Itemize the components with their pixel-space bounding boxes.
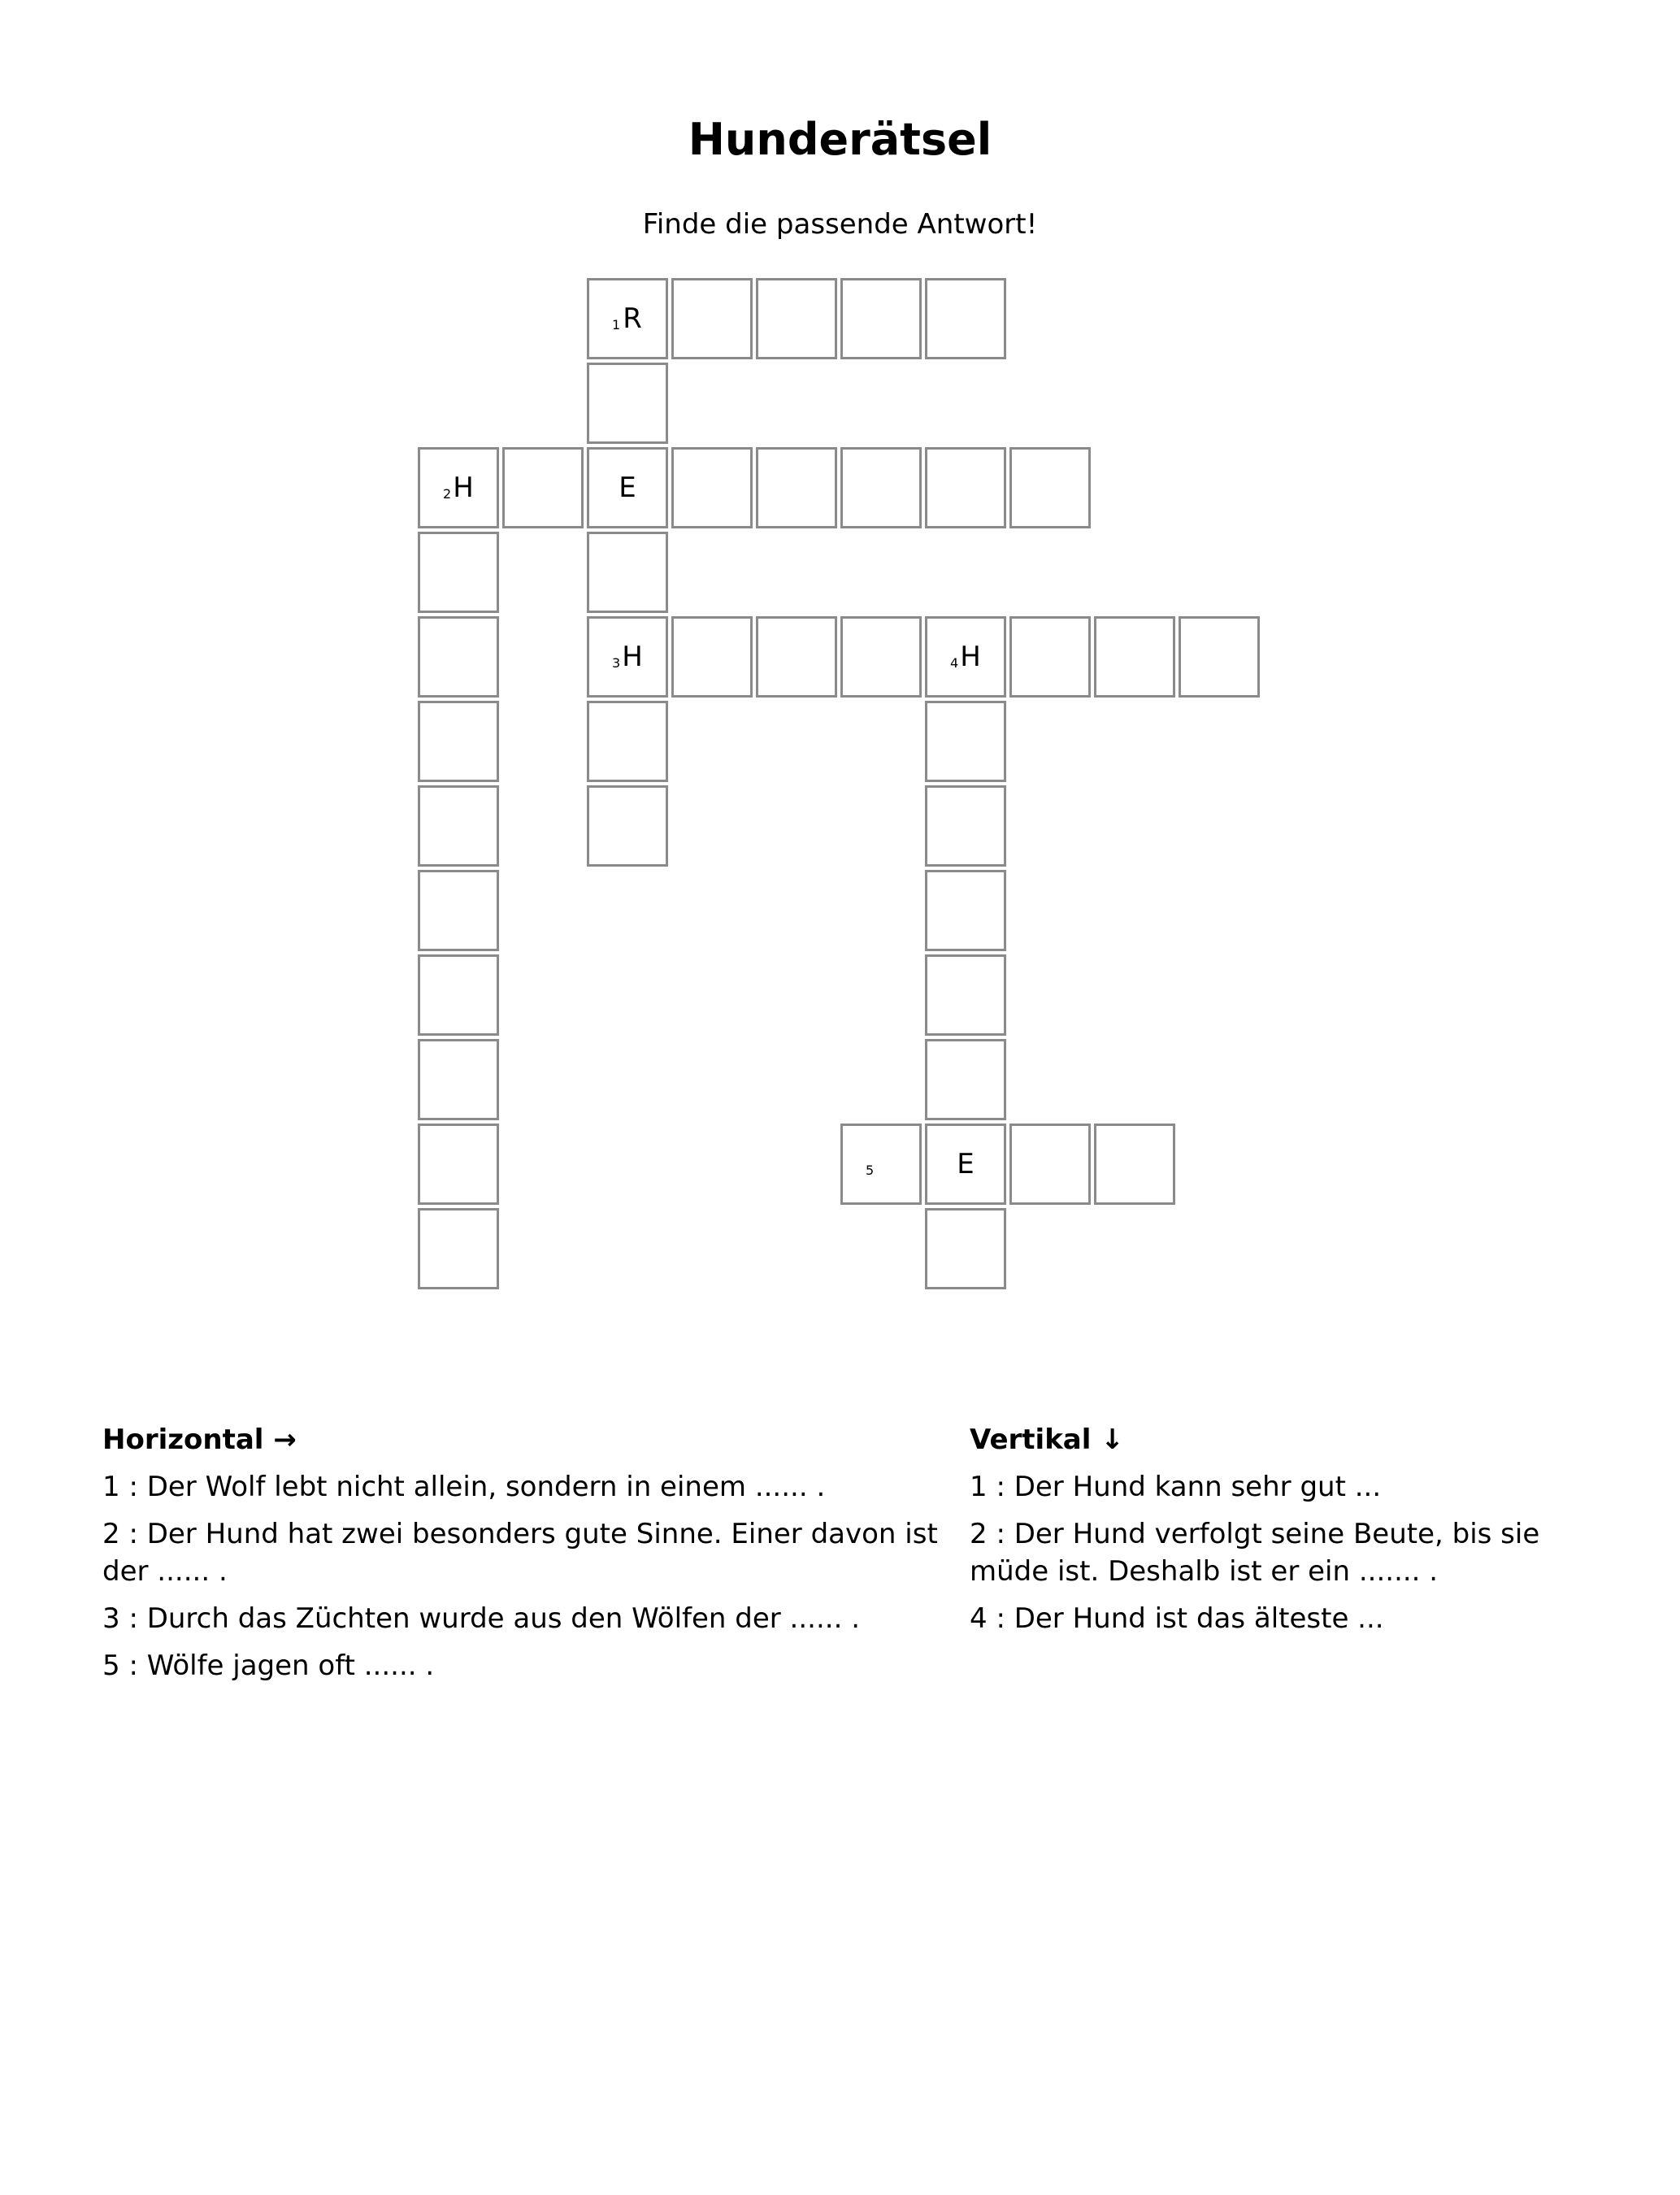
grid-cell[interactable] bbox=[418, 532, 499, 613]
grid-cell[interactable] bbox=[1094, 616, 1175, 698]
grid-cell[interactable] bbox=[840, 616, 922, 698]
grid-cell[interactable] bbox=[925, 701, 1006, 782]
grid-cell[interactable] bbox=[756, 447, 837, 528]
grid-cell[interactable] bbox=[418, 870, 499, 951]
grid-cell[interactable] bbox=[671, 616, 753, 698]
clue-down-4: 4 : Der Hund ist das älteste ... bbox=[970, 1602, 1384, 1635]
clues-across bbox=[102, 1421, 956, 1694]
clues-down bbox=[970, 1421, 1604, 1647]
clue-down-2: 2 : Der Hund verfolgt seine Beute, bis sie müde ist. Deshalb ist er ein ....... . bbox=[970, 1518, 1540, 1588]
grid-cell[interactable] bbox=[418, 701, 499, 782]
grid-cell[interactable] bbox=[587, 363, 668, 444]
cell-number: 3 bbox=[612, 655, 621, 671]
grid-cell[interactable] bbox=[587, 701, 668, 782]
grid-cell[interactable] bbox=[925, 1208, 1006, 1289]
clue-across-3: 3 : Durch das Züchten wurde aus den Wölfen der ...... . bbox=[102, 1602, 861, 1635]
grid-cell[interactable] bbox=[418, 785, 499, 867]
cell-letter: H bbox=[960, 641, 981, 673]
grid-cell[interactable] bbox=[1009, 447, 1091, 528]
grid-cell[interactable] bbox=[671, 447, 753, 528]
page-title: Hunderätsel bbox=[688, 114, 992, 165]
cell-number: 5 bbox=[866, 1163, 875, 1178]
grid-cell[interactable] bbox=[840, 447, 922, 528]
grid-cell[interactable] bbox=[1009, 1124, 1091, 1205]
grid-cell[interactable] bbox=[502, 447, 584, 528]
grid-cell[interactable] bbox=[925, 1039, 1006, 1120]
page-subtitle: Finde die passende Antwort! bbox=[642, 208, 1038, 241]
grid-cell[interactable] bbox=[1179, 616, 1260, 698]
grid-cell[interactable] bbox=[1094, 1124, 1175, 1205]
cell-letter: H bbox=[453, 472, 474, 504]
cell-number: 4 bbox=[950, 655, 959, 671]
grid-cell[interactable] bbox=[587, 278, 668, 359]
clue-across-2: 2 : Der Hund hat zwei besonders gute Sinne. Einer davon ist der ...... . bbox=[102, 1518, 938, 1588]
grid-cell[interactable] bbox=[418, 954, 499, 1036]
grid-cell[interactable] bbox=[587, 447, 668, 528]
grid-cell[interactable] bbox=[418, 447, 499, 528]
grid-cell[interactable] bbox=[418, 1039, 499, 1120]
clues-across-heading: Horizontal → bbox=[102, 1423, 297, 1456]
grid-cell[interactable] bbox=[925, 447, 1006, 528]
grid-cell[interactable] bbox=[671, 278, 753, 359]
grid-cell[interactable] bbox=[418, 1208, 499, 1289]
grid-cell[interactable] bbox=[840, 1124, 922, 1205]
clue-across-1: 1 : Der Wolf lebt nicht allein, sondern in einem ...... . bbox=[102, 1471, 826, 1503]
grid-cell[interactable] bbox=[418, 1124, 499, 1205]
grid-cell[interactable] bbox=[925, 1124, 1006, 1205]
clues-down-heading: Vertikal ↓ bbox=[970, 1423, 1124, 1456]
grid-cell[interactable] bbox=[587, 785, 668, 867]
grid-cell[interactable] bbox=[925, 616, 1006, 698]
cell-number: 2 bbox=[443, 486, 452, 502]
grid-cell[interactable] bbox=[756, 278, 837, 359]
cell-letter: R bbox=[623, 302, 642, 335]
grid-cell[interactable] bbox=[756, 616, 837, 698]
grid-cell[interactable] bbox=[840, 278, 922, 359]
clue-down-1: 1 : Der Hund kann sehr gut ... bbox=[970, 1471, 1382, 1503]
grid-cell[interactable] bbox=[925, 785, 1006, 867]
grid-cell[interactable] bbox=[925, 870, 1006, 951]
grid-cell[interactable] bbox=[587, 532, 668, 613]
clue-across-5: 5 : Wölfe jagen oft ...... . bbox=[102, 1650, 435, 1682]
grid-cell[interactable] bbox=[1009, 616, 1091, 698]
grid-cell[interactable] bbox=[418, 616, 499, 698]
cell-letter: E bbox=[957, 1148, 975, 1180]
grid-cell[interactable] bbox=[587, 616, 668, 698]
cell-number: 1 bbox=[612, 317, 621, 333]
grid-cell[interactable] bbox=[925, 954, 1006, 1036]
cell-letter: H bbox=[622, 641, 643, 673]
cell-letter: E bbox=[619, 472, 636, 504]
grid-cell[interactable] bbox=[925, 278, 1006, 359]
